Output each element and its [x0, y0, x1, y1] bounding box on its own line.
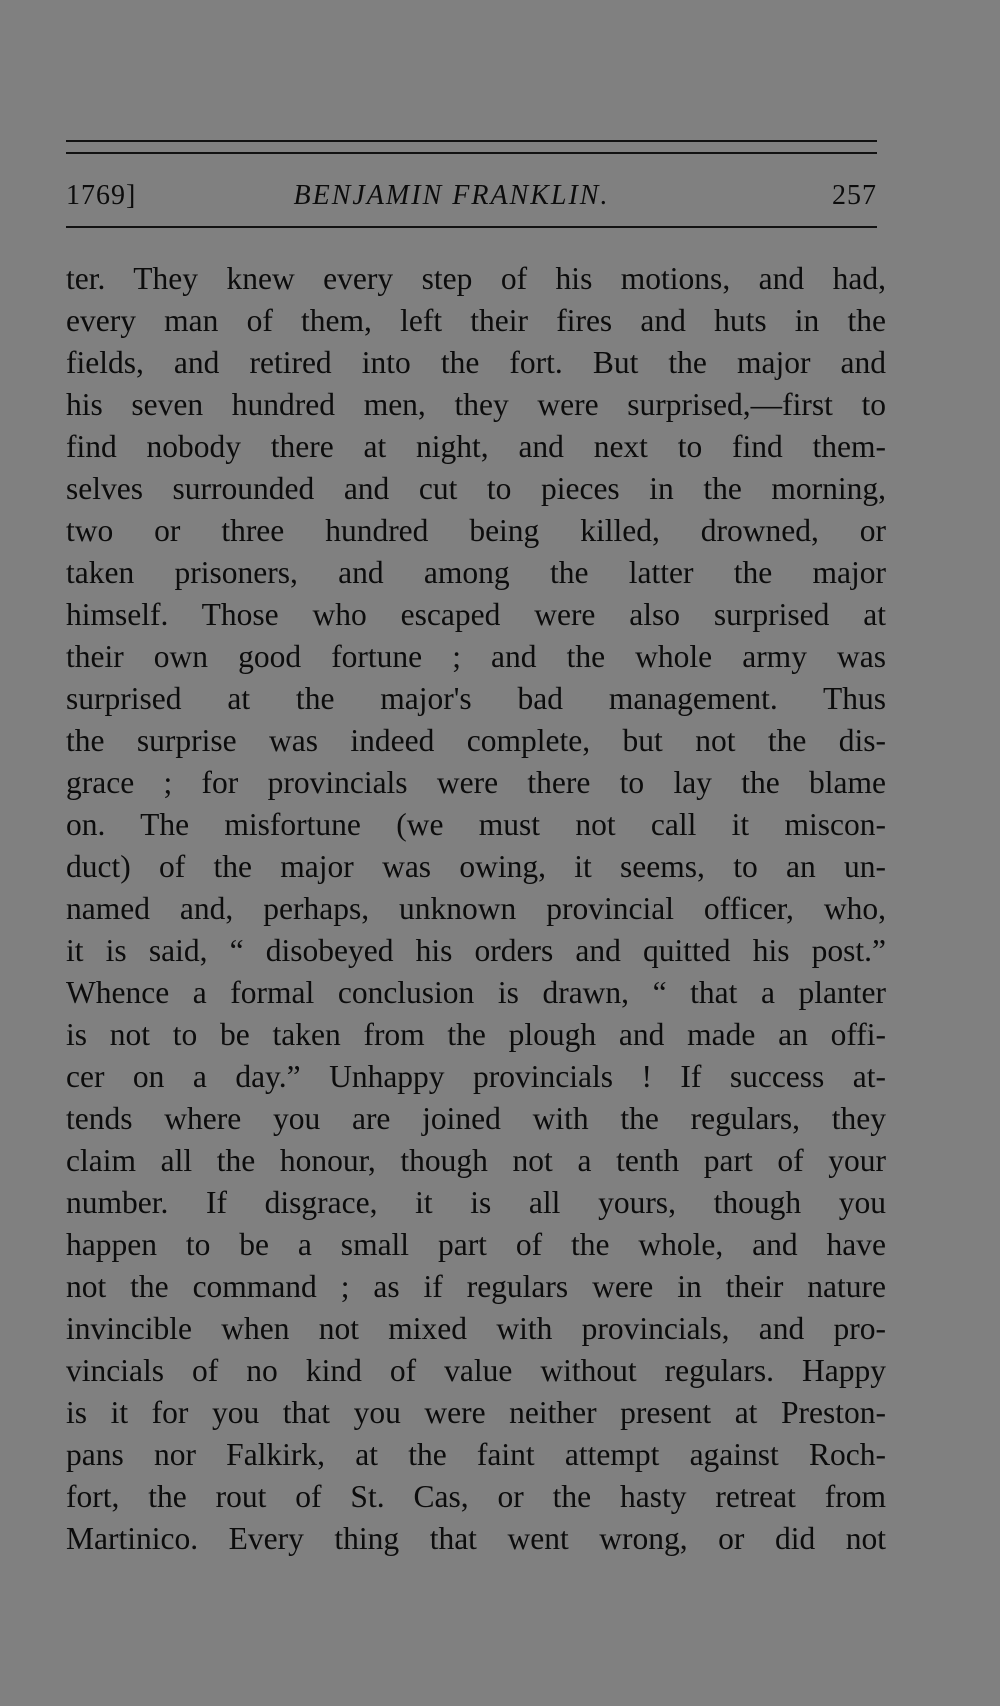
- page-number: 257: [832, 180, 877, 211]
- text-line: number. If disgrace, it is all yours, though you: [66, 1185, 886, 1220]
- text-line: not the command ; as if regulars were in their nature: [66, 1269, 886, 1304]
- text-line: invincible when not mixed with provincials, and pro-: [66, 1311, 886, 1346]
- text-line: his seven hundred men, they were surprised,—first to: [66, 387, 886, 422]
- text-line: taken prisoners, and among the latter the major: [66, 555, 886, 590]
- running-head: [66, 176, 877, 216]
- text-line: happen to be a small part of the whole, and have: [66, 1227, 886, 1262]
- top-rule-upper: [66, 140, 877, 142]
- text-line: vincials of no kind of value without regulars. Happy: [66, 1353, 886, 1388]
- text-line: find nobody there at night, and next to find them-: [66, 429, 886, 464]
- text-line: is it for you that you were neither present at Preston-: [66, 1395, 886, 1430]
- text-line: cer on a day.” Unhappy provincials ! If success at-: [66, 1059, 886, 1094]
- running-head-title: BENJAMIN FRANKLIN.: [293, 180, 610, 211]
- text-line: duct) of the major was owing, it seems, to an un-: [66, 849, 886, 884]
- text-line: Whence a formal conclusion is drawn, “ that a planter: [66, 975, 886, 1010]
- text-line: claim all the honour, though not a tenth part of your: [66, 1143, 886, 1178]
- text-line: two or three hundred being killed, drowned, or: [66, 513, 886, 548]
- body-text: [66, 258, 886, 1560]
- text-line: tends where you are joined with the regulars, they: [66, 1101, 886, 1136]
- text-line: Martinico. Every thing that went wrong, or did not: [66, 1521, 886, 1556]
- top-rule-lower: [66, 152, 877, 154]
- text-line: it is said, “ disobeyed his orders and quitted his post.”: [66, 933, 886, 968]
- text-line: is not to be taken from the plough and made an offi-: [66, 1017, 886, 1052]
- text-line: their own good fortune ; and the whole army was: [66, 639, 886, 674]
- text-line: fort, the rout of St. Cas, or the hasty retreat from: [66, 1479, 886, 1514]
- text-line: selves surrounded and cut to pieces in the morning,: [66, 471, 886, 506]
- text-line: surprised at the major's bad management. Thus: [66, 681, 886, 716]
- text-line: himself. Those who escaped were also surprised at: [66, 597, 886, 632]
- header-rule: [66, 226, 877, 228]
- text-line: fields, and retired into the fort. But the major and: [66, 345, 886, 380]
- text-line: named and, perhaps, unknown provincial officer, who,: [66, 891, 886, 926]
- text-line: on. The misfortune (we must not call it miscon-: [66, 807, 886, 842]
- text-line: the surprise was indeed complete, but not the dis-: [66, 723, 886, 758]
- running-head-year: 1769]: [66, 180, 137, 211]
- text-line: every man of them, left their fires and huts in the: [66, 303, 886, 338]
- text-line: ter. They knew every step of his motions, and had,: [66, 261, 886, 296]
- text-line: pans nor Falkirk, at the faint attempt against Roch-: [66, 1437, 886, 1472]
- text-line: grace ; for provincials were there to lay the blame: [66, 765, 886, 800]
